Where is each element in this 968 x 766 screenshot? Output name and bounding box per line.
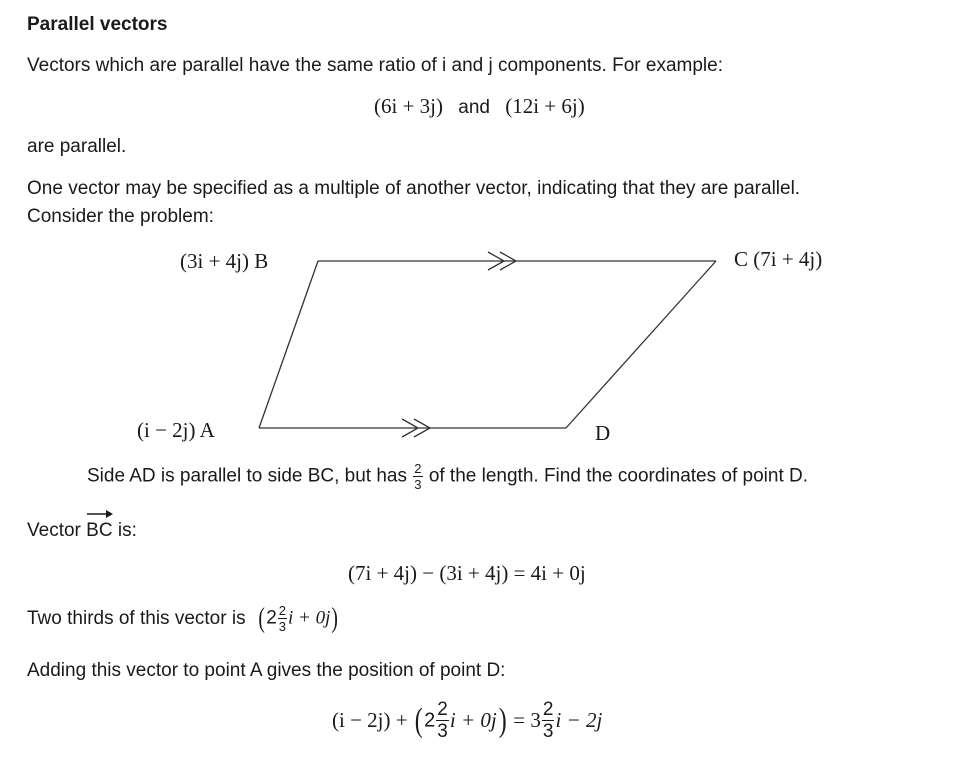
final-fraction-2 bbox=[542, 700, 555, 741]
vector-arrow-icon bbox=[86, 510, 114, 518]
adding-text: Adding this vector to point A gives the position of point D: bbox=[27, 660, 506, 681]
label-point-d: D bbox=[595, 421, 611, 445]
problem-fraction bbox=[413, 462, 422, 491]
two-thirds-rest: i + 0j bbox=[288, 608, 331, 629]
example-connector: and bbox=[458, 97, 490, 118]
two-thirds-expression bbox=[257, 602, 340, 634]
problem-fraction-num: 2 bbox=[414, 461, 422, 476]
label-point-a: (i − 2j) A bbox=[137, 418, 215, 442]
side-ab bbox=[259, 261, 318, 428]
problem-statement bbox=[87, 462, 808, 491]
vector-bc-label: BC bbox=[86, 520, 113, 541]
multiple-text-line-2: Consider the problem: bbox=[27, 206, 214, 227]
final-den-1: 3 bbox=[437, 721, 448, 742]
final-num-2: 2 bbox=[542, 699, 554, 720]
two-thirds-line bbox=[27, 604, 340, 633]
vector-bc-prefix: Vector bbox=[27, 520, 87, 541]
bc-equation: (7i + 4j) − (3i + 4j) = 4i + 0j bbox=[348, 561, 586, 585]
are-parallel-text: are parallel. bbox=[27, 136, 127, 157]
final-whole: 2 bbox=[424, 709, 436, 732]
vector-bc-line bbox=[27, 520, 137, 542]
final-paren-close: ) bbox=[498, 701, 507, 739]
label-point-c: C (7i + 4j) bbox=[734, 247, 823, 271]
two-thirds-num: 2 bbox=[278, 603, 286, 618]
example-vector-2: (12i + 6j) bbox=[505, 94, 585, 118]
page-heading: Parallel vectors bbox=[27, 14, 168, 35]
two-thirds-den: 3 bbox=[278, 619, 286, 634]
final-left: (i − 2j) + bbox=[332, 708, 408, 732]
intro-text: Vectors which are parallel have the same ratio of i and j components. For example: bbox=[27, 55, 723, 76]
two-thirds-fraction bbox=[278, 604, 287, 633]
final-num-1: 2 bbox=[437, 699, 448, 720]
final-equation bbox=[332, 700, 602, 741]
final-end: i − 2j bbox=[555, 708, 603, 732]
final-den-2: 3 bbox=[542, 721, 554, 742]
example-vector-1: (6i + 3j) bbox=[374, 94, 443, 118]
problem-text-after: of the length. Find the coordinates of point D. bbox=[428, 465, 808, 487]
label-point-b: (3i + 4j) B bbox=[180, 249, 269, 273]
problem-text-before: Side AD is parallel to side BC, but has bbox=[87, 465, 408, 487]
paren-open: ( bbox=[258, 602, 265, 634]
paren-close: ) bbox=[331, 602, 339, 634]
final-mid: i + 0j bbox=[449, 708, 497, 732]
side-dc bbox=[566, 261, 716, 428]
final-equals: = 3 bbox=[513, 708, 541, 732]
two-thirds-text: Two thirds of this vector is bbox=[27, 608, 246, 629]
multiple-text-line-1: One vector may be specified as a multiple of another vector, indicating that they are parallel. bbox=[27, 178, 801, 199]
vector-bc-suffix: is: bbox=[112, 520, 137, 541]
final-fraction-1 bbox=[436, 700, 449, 741]
vector-bc-name bbox=[86, 520, 112, 542]
final-paren-open: ( bbox=[414, 701, 423, 739]
problem-fraction-den: 3 bbox=[414, 477, 422, 492]
two-thirds-whole: 2 bbox=[266, 608, 277, 629]
